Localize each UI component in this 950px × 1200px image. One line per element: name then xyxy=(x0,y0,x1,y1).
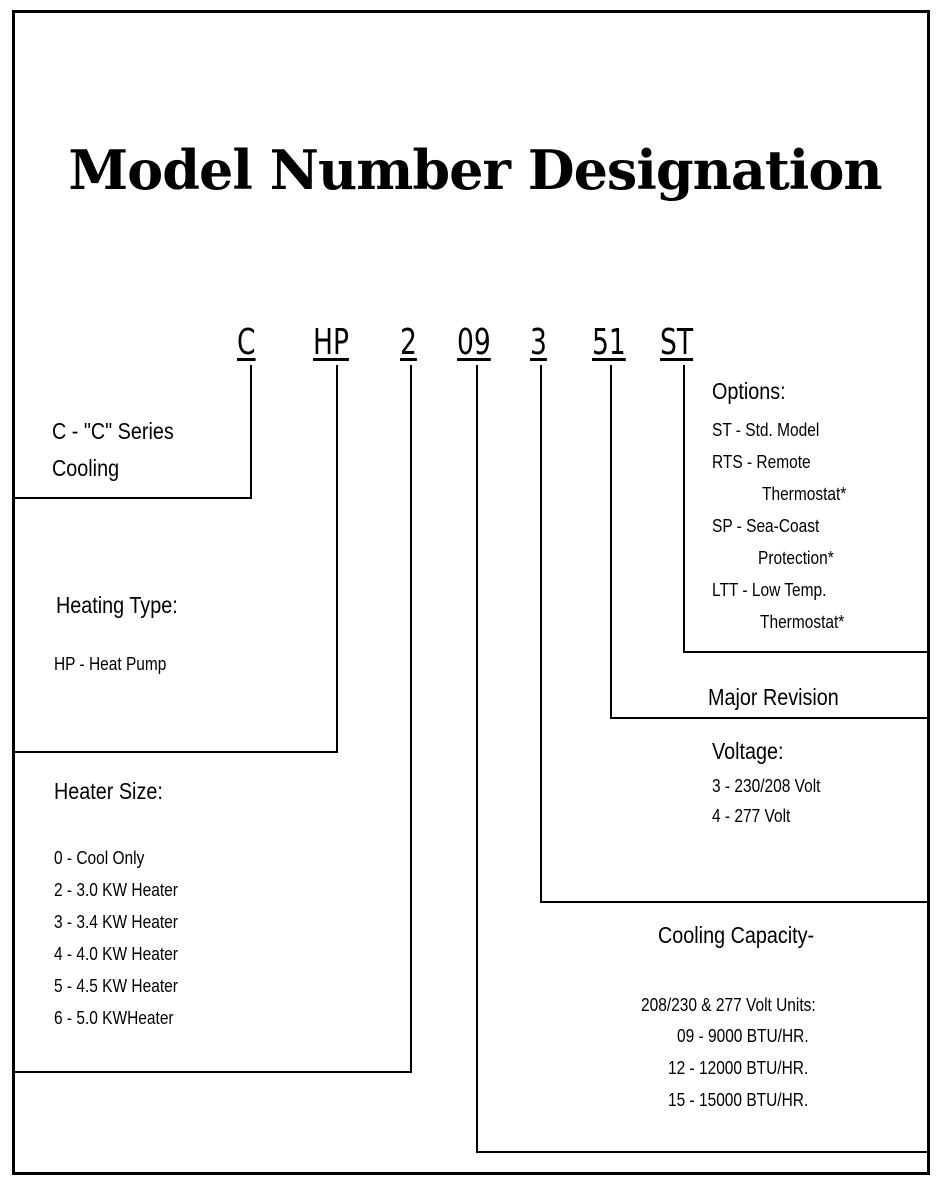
heating-type-heading: Heating Type: xyxy=(56,592,178,618)
heater-size-item: 5 - 4.5 KW Heater xyxy=(54,976,178,996)
cooling-capacity-subheading: 208/230 & 277 Volt Units: xyxy=(641,995,816,1015)
code-segment-voltage: 3 xyxy=(530,322,547,363)
code-segment-series: C xyxy=(237,322,256,363)
series-line-1: C - "C" Series xyxy=(52,418,174,444)
heater-size-item: 4 - 4.0 KW Heater xyxy=(54,944,178,964)
series-line-2: Cooling xyxy=(52,455,120,481)
heater-size-item: 6 - 5.0 KWHeater xyxy=(54,1008,174,1028)
connector-major-revision xyxy=(611,365,928,718)
options-heading: Options: xyxy=(712,378,786,404)
heater-size-item: 3 - 3.4 KW Heater xyxy=(54,912,178,932)
heater-size-item: 2 - 3.0 KW Heater xyxy=(54,880,178,900)
cooling-capacity-item: 12 - 12000 BTU/HR. xyxy=(668,1058,809,1078)
code-segment-heating-type: HP xyxy=(313,322,350,363)
options-item: ST - Std. Model xyxy=(712,420,820,440)
code-segment-options: ST xyxy=(660,322,694,363)
options-item: SP - Sea-Coast xyxy=(712,516,820,536)
heater-size-heading: Heater Size: xyxy=(54,778,163,804)
connector-options xyxy=(684,365,928,652)
major-revision-heading: Major Revision xyxy=(708,684,839,710)
voltage-heading: Voltage: xyxy=(712,738,784,764)
options-item: Protection* xyxy=(758,548,834,568)
options-item: Thermostat* xyxy=(762,484,847,504)
cooling-capacity-item: 09 - 9000 BTU/HR. xyxy=(677,1026,809,1046)
page-title: Model Number Designation xyxy=(68,138,882,202)
options-item: RTS - Remote xyxy=(712,452,811,472)
cooling-capacity-item: 15 - 15000 BTU/HR. xyxy=(668,1090,809,1110)
code-segment-heater-size: 2 xyxy=(400,322,417,363)
cooling-capacity-heading: Cooling Capacity- xyxy=(658,922,815,948)
code-segment-major-revision: 51 xyxy=(592,322,626,363)
options-item: Thermostat* xyxy=(760,612,845,632)
code-segment-cooling-capacity: 09 xyxy=(457,322,491,363)
voltage-item: 3 - 230/208 Volt xyxy=(712,776,821,796)
voltage-item: 4 - 277 Volt xyxy=(712,806,791,826)
heater-size-item: 0 - Cool Only xyxy=(54,848,145,868)
heating-type-item: HP - Heat Pump xyxy=(54,654,167,674)
options-item: LTT - Low Temp. xyxy=(712,580,827,600)
